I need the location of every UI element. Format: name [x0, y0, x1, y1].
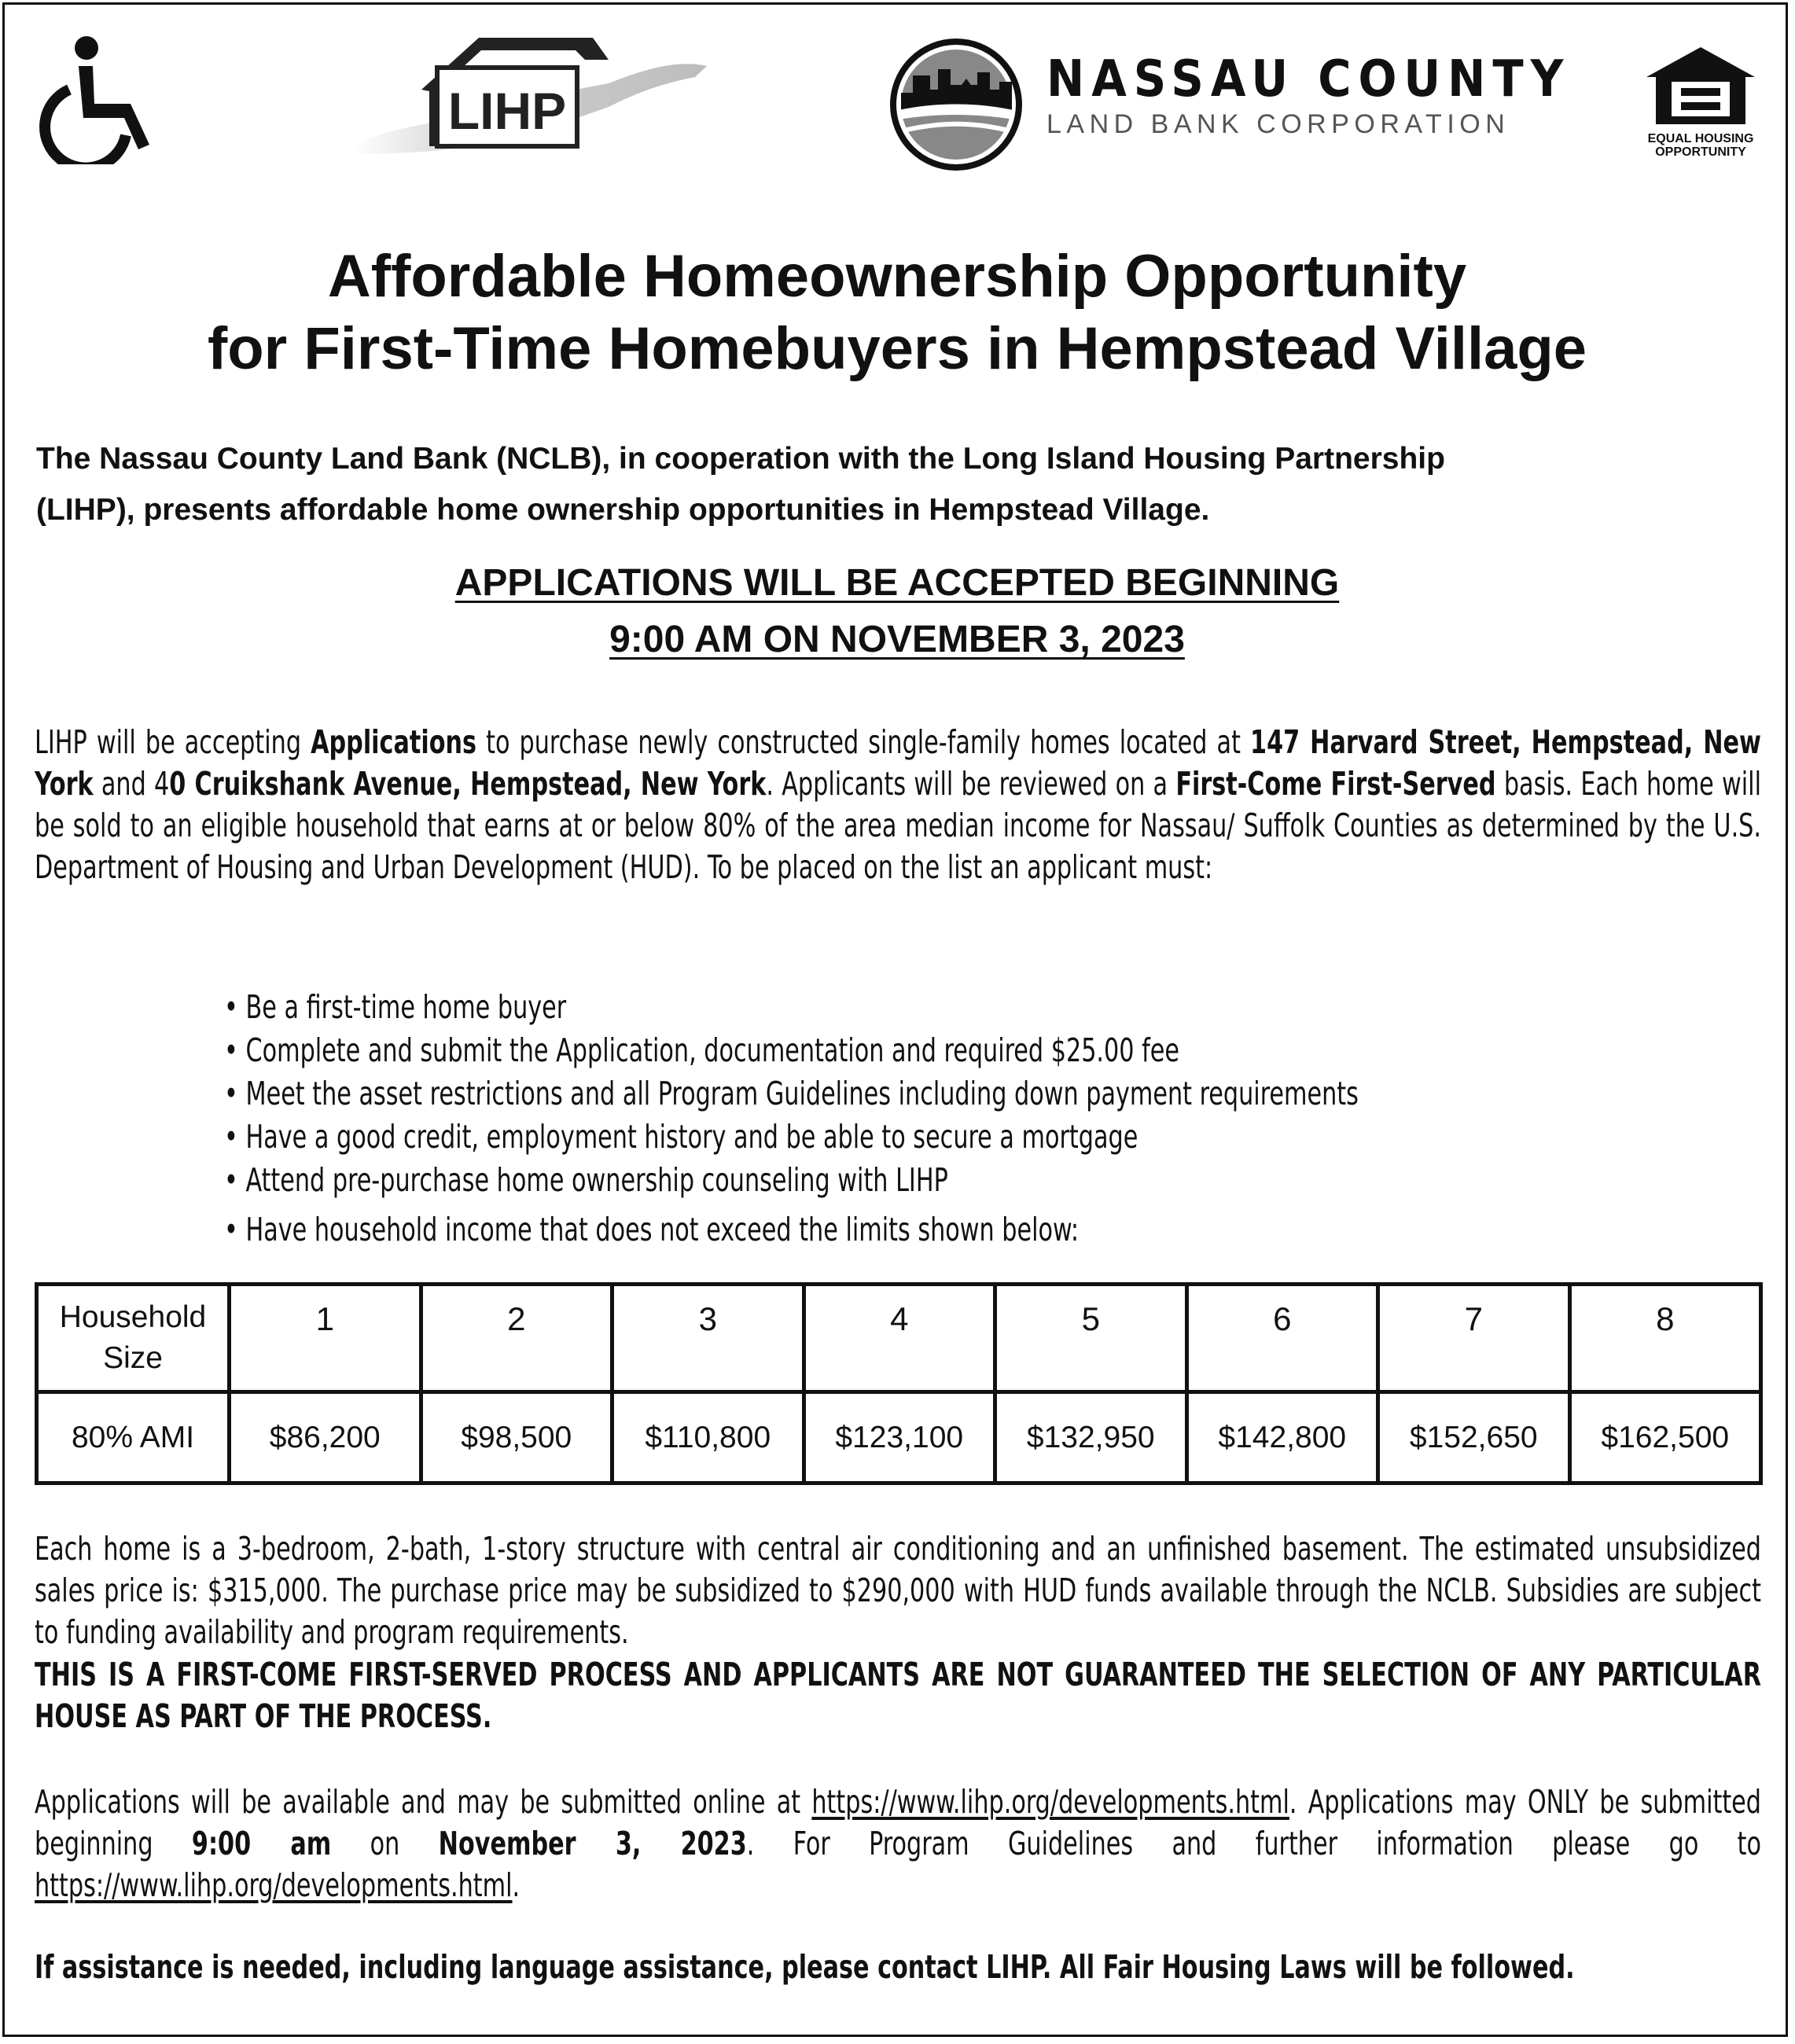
requirement-item: • Be a first-time home buyer	[224, 988, 567, 1026]
para1-bold-address-1: 147 Harvard Street, Hempstead, New York	[35, 723, 1761, 803]
household-size-cell: 1	[230, 1285, 421, 1392]
nassau-land-bank-seal-icon	[889, 38, 1023, 171]
requirements-list	[224, 986, 1788, 1252]
income-limit-cell: $86,200	[230, 1392, 421, 1483]
table-row-household-size	[37, 1285, 1761, 1392]
household-size-cell: 8	[1569, 1285, 1761, 1392]
para4-text-4: . For Program Guidelines and further information please go to	[746, 1825, 1761, 1862]
para4-text-3: on	[331, 1825, 439, 1862]
how-to-apply-paragraph	[35, 1781, 1761, 1906]
lihp-logo-text: LIHP	[447, 82, 567, 140]
table-row-ami	[37, 1392, 1761, 1483]
applications-line2: 9:00 AM ON NOVEMBER 3, 2023	[609, 619, 1185, 660]
lihp-developments-link[interactable]: https://www.lihp.org/developments.html	[811, 1783, 1289, 1821]
eho-label-line1: EQUAL HOUSING	[1647, 132, 1754, 145]
logo-row	[5, 5, 1786, 193]
nassau-county-title: NASSAU COUNTY	[1046, 50, 1571, 108]
household-size-label: Household Size	[37, 1285, 230, 1392]
lihp-logo	[349, 28, 711, 166]
para1-bold-address-2: 0 Cruikshank Avenue, Hempstead, New York	[169, 765, 767, 803]
income-limit-cell: $132,950	[995, 1392, 1187, 1483]
first-come-notice: THIS IS A FIRST-COME FIRST-SERVED PROCESS AND APPLICANTS ARE NOT GUARANTEED THE SELECTION OF ANY PARTICULAR HOUSE AS PART OF THE PROCESS.	[35, 1656, 1761, 1735]
headline-line2: for First-Time Homebuyers in Hempstead Village	[207, 315, 1587, 382]
income-limit-cell: $152,650	[1378, 1392, 1570, 1483]
household-size-cell: 4	[804, 1285, 995, 1392]
income-limit-cell: $123,100	[804, 1392, 995, 1483]
intro-paragraph	[36, 433, 1766, 535]
para1-text-3: and 4	[93, 765, 170, 803]
para1-text-5: basis. Each home will be sold to an eligible household that earns at or below 80% of the area median income for Nassau/ Suffolk Counties as determined by the U.S. Department of Housing and Urban Development (HUD). To be placed on the list an applicant must:	[35, 765, 1761, 886]
eligibility-paragraph	[35, 722, 1761, 888]
headline	[36, 241, 1758, 385]
income-limit-cell: $110,800	[612, 1392, 804, 1483]
household-size-cell: 3	[612, 1285, 804, 1392]
wheelchair-accessibility-icon	[38, 35, 164, 164]
para4-text-1: Applications will be available and may be submitted online at	[35, 1783, 812, 1821]
household-size-cell: 5	[995, 1285, 1187, 1392]
applications-line1: APPLICATIONS WILL BE ACCEPTED BEGINNING	[454, 562, 1340, 604]
household-size-cell: 2	[421, 1285, 612, 1392]
household-size-cell: 6	[1186, 1285, 1378, 1392]
income-limits-table	[35, 1282, 1763, 1485]
para4-text-5: .	[512, 1866, 520, 1904]
ami-label: 80% AMI	[37, 1392, 230, 1483]
para1-bold-first-come: First-Come First-Served	[1175, 765, 1496, 803]
intro-line1: The Nassau County Land Bank (NCLB), in cooperation with the Long Island Housing Partnership	[36, 442, 1445, 476]
para1-text-2: to purchase newly constructed single-family homes located at	[476, 723, 1251, 761]
advertisement-page	[2, 2, 1788, 2037]
nassau-wordmark	[1046, 50, 1571, 140]
requirement-item: • Have a good credit, employment history and be able to secure a mortgage	[224, 1118, 1138, 1156]
home-description-paragraph: Each home is a 3-bedroom, 2-bath, 1-story structure with central air conditioning and an unfinished basement. The estimated unsubsidized sales price is: $315,000. The purchase price may be subsidized to $290,000 with HUD funds available through the NCLB. Subsidies are subject to funding availability and program requirements.	[35, 1530, 1761, 1651]
equal-housing-house-icon	[1642, 42, 1760, 129]
income-limit-cell: $98,500	[421, 1392, 612, 1483]
assistance-notice: If assistance is needed, including language assistance, please contact LIHP. All Fair Housing Laws will be followed.	[35, 1948, 1575, 1986]
income-limit-cell: $142,800	[1186, 1392, 1378, 1483]
equal-housing-logo	[1642, 42, 1760, 164]
intro-line2: (LIHP), presents affordable home ownership opportunities in Hempstead Village.	[36, 493, 1210, 527]
para1-bold-applications: Applications	[311, 723, 477, 761]
para4-bold-time: 9:00 am	[191, 1825, 332, 1862]
land-bank-subtitle: LAND BANK CORPORATION	[1046, 109, 1510, 139]
headline-line1: Affordable Homeownership Opportunity	[327, 243, 1467, 310]
income-limit-cell: $162,500	[1569, 1392, 1761, 1483]
para1-text-1: LIHP will be accepting	[35, 723, 311, 761]
para4-bold-date: November 3, 2023	[438, 1825, 747, 1862]
para4-text-2: . Applications may ONLY be submitted beginning	[35, 1783, 1762, 1862]
applications-announcement	[36, 555, 1758, 668]
eho-label-line2: OPPORTUNITY	[1655, 145, 1746, 159]
household-size-cell: 7	[1378, 1285, 1570, 1392]
requirement-item: • Have household income that does not exceed the limits shown below:	[224, 1211, 1080, 1248]
requirement-item: • Complete and submit the Application, documentation and required $25.00 fee	[224, 1031, 1179, 1069]
para1-text-4: . Applicants will be reviewed on a	[766, 765, 1176, 803]
requirement-item: • Attend pre-purchase home ownership counseling with LIHP	[224, 1161, 948, 1199]
requirement-item: • Meet the asset restrictions and all Program Guidelines including down payment requirements	[224, 1075, 1359, 1112]
lihp-guidelines-link[interactable]: https://www.lihp.org/developments.html	[35, 1866, 513, 1904]
